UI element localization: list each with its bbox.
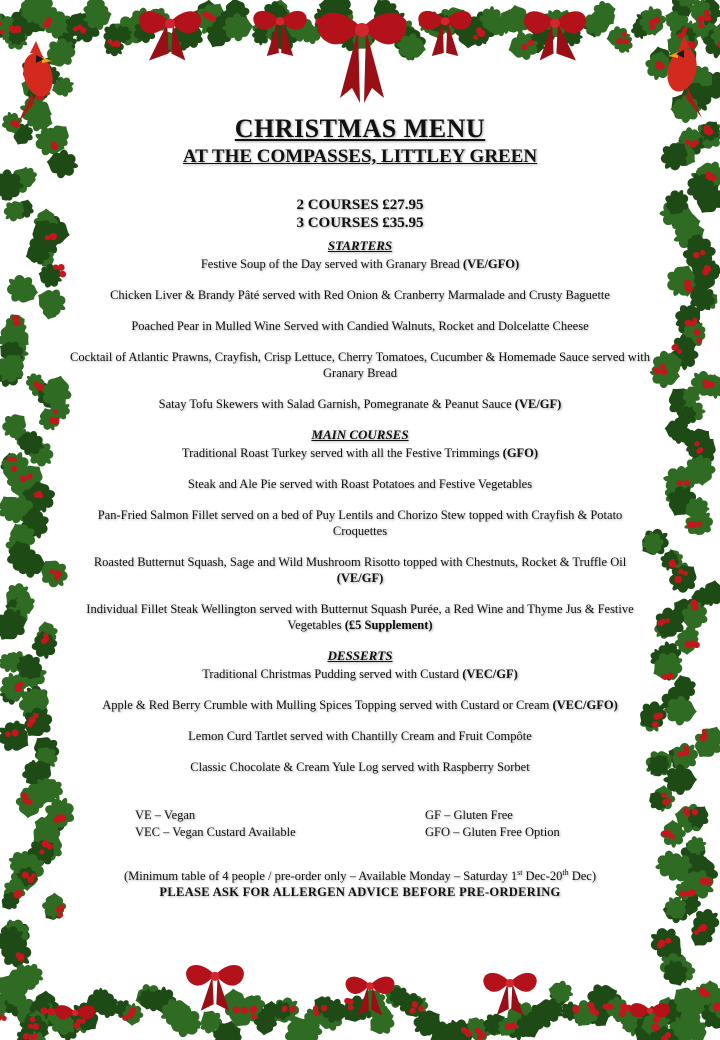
menu-item: Classic Chocolate & Cream Yule Log served with Raspberry Sorbet [190,760,530,774]
holly-berry-icon [680,890,687,897]
holly-berry-icon [654,1025,660,1031]
holly-berry-icon [678,569,684,575]
section-heading: STARTERS [327,238,393,253]
holly-berry-icon [677,349,682,354]
holly-berry-icon [652,721,659,728]
holly-berry-icon [42,840,49,847]
holly-berry-icon [604,1003,611,1010]
holly-berry-icon [700,250,705,255]
holly-berry-icon [478,30,485,37]
holly-berry-icon [30,1034,36,1040]
holly-berry-icon [665,938,671,944]
holly-berry-icon [34,492,40,498]
holly-berry-icon [321,1005,327,1011]
holly-berry-icon [32,1023,39,1030]
holly-berry-icon [616,38,623,45]
holly-berry-icon [43,21,50,28]
holly-berry-icon [683,808,690,815]
holly-berry-icon [684,480,690,486]
holly-berry-icon [49,234,54,239]
holly-berry-icon [22,872,29,879]
holly-berry-icon [712,1004,719,1011]
menu-item: Steak and Ale Pie served with Roast Potatoes and Festive Vegetables [187,477,533,491]
menu-item: Pan-Fried Salmon Fillet served on a bed of Puy Lentils and Chorizo Stew topped with Crayfish & Potato Croquettes [97,508,623,538]
key-gluten-free: GF – Gluten Free [425,808,513,822]
holly-berry-icon [671,345,677,351]
holly-berry-icon [233,1006,240,1013]
holly-berry-icon [49,569,54,574]
section-main-courses [70,427,650,633]
holly-berry-icon [58,264,65,271]
holly-berry-icon [9,25,14,30]
menu-item: Traditional Roast Turkey served with all the Festive Trimmings (GFO) [181,446,539,460]
holly-berry-icon [204,12,211,19]
holly-berry-icon [54,575,59,580]
menu-content [70,110,650,900]
price-three-courses: 3 COURSES £35.95 [296,215,424,231]
holly-berry-icon [691,603,698,610]
menu-title: CHRISTMAS MENU [234,114,486,143]
holly-berry-icon [34,381,39,386]
key-gluten-free-option: GFO – Gluten Free Option [425,825,560,839]
section-desserts [70,648,650,775]
holly-berry-icon [11,466,17,472]
dietary-key-left [135,807,355,841]
holly-berry-icon [704,991,710,997]
holly-berry-icon [649,24,655,30]
holly-berry-icon [660,618,666,624]
holly-berry-icon [703,125,711,133]
holly-berry-icon [314,1010,320,1016]
holly-berry-icon [694,441,699,446]
holly-berry-icon [241,1007,249,1015]
section-starters [70,238,650,412]
holly-berry-icon [81,1019,86,1024]
holly-berry-icon [683,749,689,755]
holly-berry-icon [694,329,701,336]
holly-berry-icon [28,1024,33,1029]
holly-berry-icon [475,1028,481,1034]
holly-berry-icon [658,940,665,947]
holly-berry-icon [53,410,58,415]
holly-berry-icon [661,831,667,837]
holly-berry-icon [665,618,670,623]
holly-berry-icon [348,1005,354,1011]
holly-berry-icon [702,729,707,734]
menu-item: Apple & Red Berry Crumble with Mulling Spices Topping served with Custard or Cream (VEC/GFO) [102,698,618,712]
holly-berry-icon [108,39,113,44]
holly-berry-icon [678,751,684,757]
holly-berry-icon [43,633,48,638]
holly-berry-icon [14,26,21,33]
holly-berry-icon [26,798,33,805]
holly-berry-icon [700,735,707,742]
holly-berry-icon [418,1006,424,1012]
holly-berry-icon [0,30,5,35]
holly-berry-icon [694,930,699,935]
holly-berry-icon [12,729,19,736]
section-heading: MAIN COURSES [311,427,409,442]
holly-berry-icon [21,792,27,798]
holly-berry-icon [461,1027,467,1033]
holly-berry-icon [252,1014,257,1019]
holly-berry-icon [20,476,26,482]
allergen-notice: PLEASE ASK FOR ALLERGEN ADVICE BEFORE PRE-ORDERING [159,885,561,900]
holly-berry-icon [693,252,699,258]
holly-berry-icon [696,338,702,344]
holly-berry-icon [56,907,62,913]
footer-note [70,865,650,900]
holly-berry-icon [697,521,703,527]
menu-item: Individual Fillet Steak Wellington served with Butternut Squash Purée, a Red Wine and Thyme Jus & Festive Vegetables (£5 Supplement) [86,602,634,632]
holly-berry-icon [705,15,711,21]
holly-berry-icon [129,1007,136,1014]
holly-berry-icon [661,793,667,799]
holly-berry-icon [698,15,705,22]
holly-berry-icon [669,834,674,839]
holly-berry-icon [16,893,22,899]
menu-item: Chicken Liver & Brandy Pâté served with Red Onion & Cranberry Marmalade and Crusty Baguette [110,288,610,302]
holly-berry-icon [619,1009,627,1017]
holly-berry-icon [684,641,691,648]
holly-berry-icon [696,449,701,454]
holly-berry-icon [122,1015,128,1021]
holly-berry-icon [528,40,534,46]
holly-berry-icon [681,31,686,36]
holly-berry-icon [665,1032,671,1038]
holly-berry-icon [39,849,44,854]
key-vegan: VE – Vegan [135,808,196,822]
dietary-key [135,807,585,841]
availability-note: (Minimum table of 4 people / pre-order only – Available Monday – Saturday 1st Dec-20th Dec) [123,868,596,884]
holly-berry-icon [53,264,59,270]
holly-berry-icon [653,368,660,375]
holly-berry-icon [49,417,55,423]
holly-berry-icon [522,44,528,50]
holly-berry-icon [2,1016,7,1021]
holly-berry-icon [50,1008,55,1013]
holly-berry-icon [687,521,694,528]
holly-berry-icon [685,140,690,145]
holly-berry-icon [31,873,36,878]
section-heading: DESSERTS [327,648,393,663]
holly-berry-icon [313,1006,318,1011]
holly-berry-icon [677,480,683,486]
holly-berry-icon [12,315,19,322]
menu-subtitle: AT THE COMPASSES, LITTLEY GREEN [182,146,538,167]
holly-berry-icon [59,814,66,821]
holly-berry-icon [29,716,36,723]
holly-berry-icon [622,32,627,37]
holly-berry-icon [505,1023,512,1030]
menu-item: Lemon Curd Tartlet served with Chantilly Cream and Fruit Compôte [188,729,532,743]
holly-berry-icon [410,1008,416,1014]
holly-berry-icon [692,809,699,816]
holly-berry-icon [669,561,676,568]
holly-berry-icon [250,1005,257,1012]
holly-berry-icon [692,318,697,323]
holly-berry-icon [23,1033,30,1040]
holly-berry-icon [698,23,703,28]
holly-berry-icon [412,1001,419,1008]
holly-berry-icon [7,457,12,462]
holly-berry-icon [704,10,710,16]
holly-berry-icon [14,122,20,128]
menu-item: Festive Soup of the Day served with Granary Bread (VE/GFO) [200,257,520,271]
red-bow-icon [318,13,407,103]
holly-berry-icon [5,731,10,736]
holly-berry-icon [11,457,16,462]
holly-berry-icon [51,143,58,150]
holly-berry-icon [40,1007,47,1014]
holly-berry-icon [709,174,716,181]
holly-berry-icon [77,25,82,30]
holly-berry-icon [30,1017,36,1023]
price-two-courses: 2 COURSES £27.95 [296,197,424,213]
holly-berry-icon [26,473,32,479]
holly-berry-icon [666,798,671,803]
holly-berry-icon [700,924,708,932]
key-vegan-custard: VEC – Vegan Custard Available [135,825,296,839]
holly-berry-icon [623,38,629,44]
dietary-key-right [425,807,585,841]
holly-berry-icon [684,320,691,327]
holly-berry-icon [16,952,22,958]
holly-berry-icon [685,284,691,290]
price-block [70,196,650,232]
holly-berry-icon [59,271,66,278]
holly-berry-icon [693,140,698,145]
menu-item: Traditional Christmas Pudding served with Custard (VEC/GF) [202,667,518,681]
holly-berry-icon [705,877,711,883]
holly-berry-icon [289,1006,295,1012]
holly-berry-icon [683,571,688,576]
holly-berry-icon [674,576,682,584]
holly-berry-icon [589,1006,596,1013]
menu-item: Roasted Butternut Squash, Sage and Wild Mushroom Risotto topped with Chestnuts, Rocket & Truffle Oil (VE/GF) [93,555,627,585]
holly-berry-icon [656,63,662,69]
holly-berry-icon [282,1007,287,1012]
holly-berry-icon [706,266,711,271]
menu-item: Cocktail of Atlantic Prawns, Crayfish, Crisp Lettuce, Cherry Tomatoes, Cucumber & Homemade Sauce served with Granary Bread [70,350,651,380]
holly-berry-icon [688,889,696,897]
holly-berry-icon [15,685,22,692]
holly-berry-icon [573,1009,578,1014]
holly-berry-icon [344,998,350,1004]
holly-berry-icon [653,713,660,720]
menu-item: Poached Pear in Mulled Wine Served with Candied Walnuts, Rocket and Dolcelatte Cheese [131,319,589,333]
holly-berry-icon [660,368,667,375]
menu-item: Satay Tofu Skewers with Salad Garnish, Pomegranate & Peanut Sauce (VE/GF) [158,397,562,411]
holly-berry-icon [703,382,710,389]
holly-berry-icon [473,35,478,40]
holly-berry-icon [667,674,672,679]
holly-berry-icon [57,912,63,918]
